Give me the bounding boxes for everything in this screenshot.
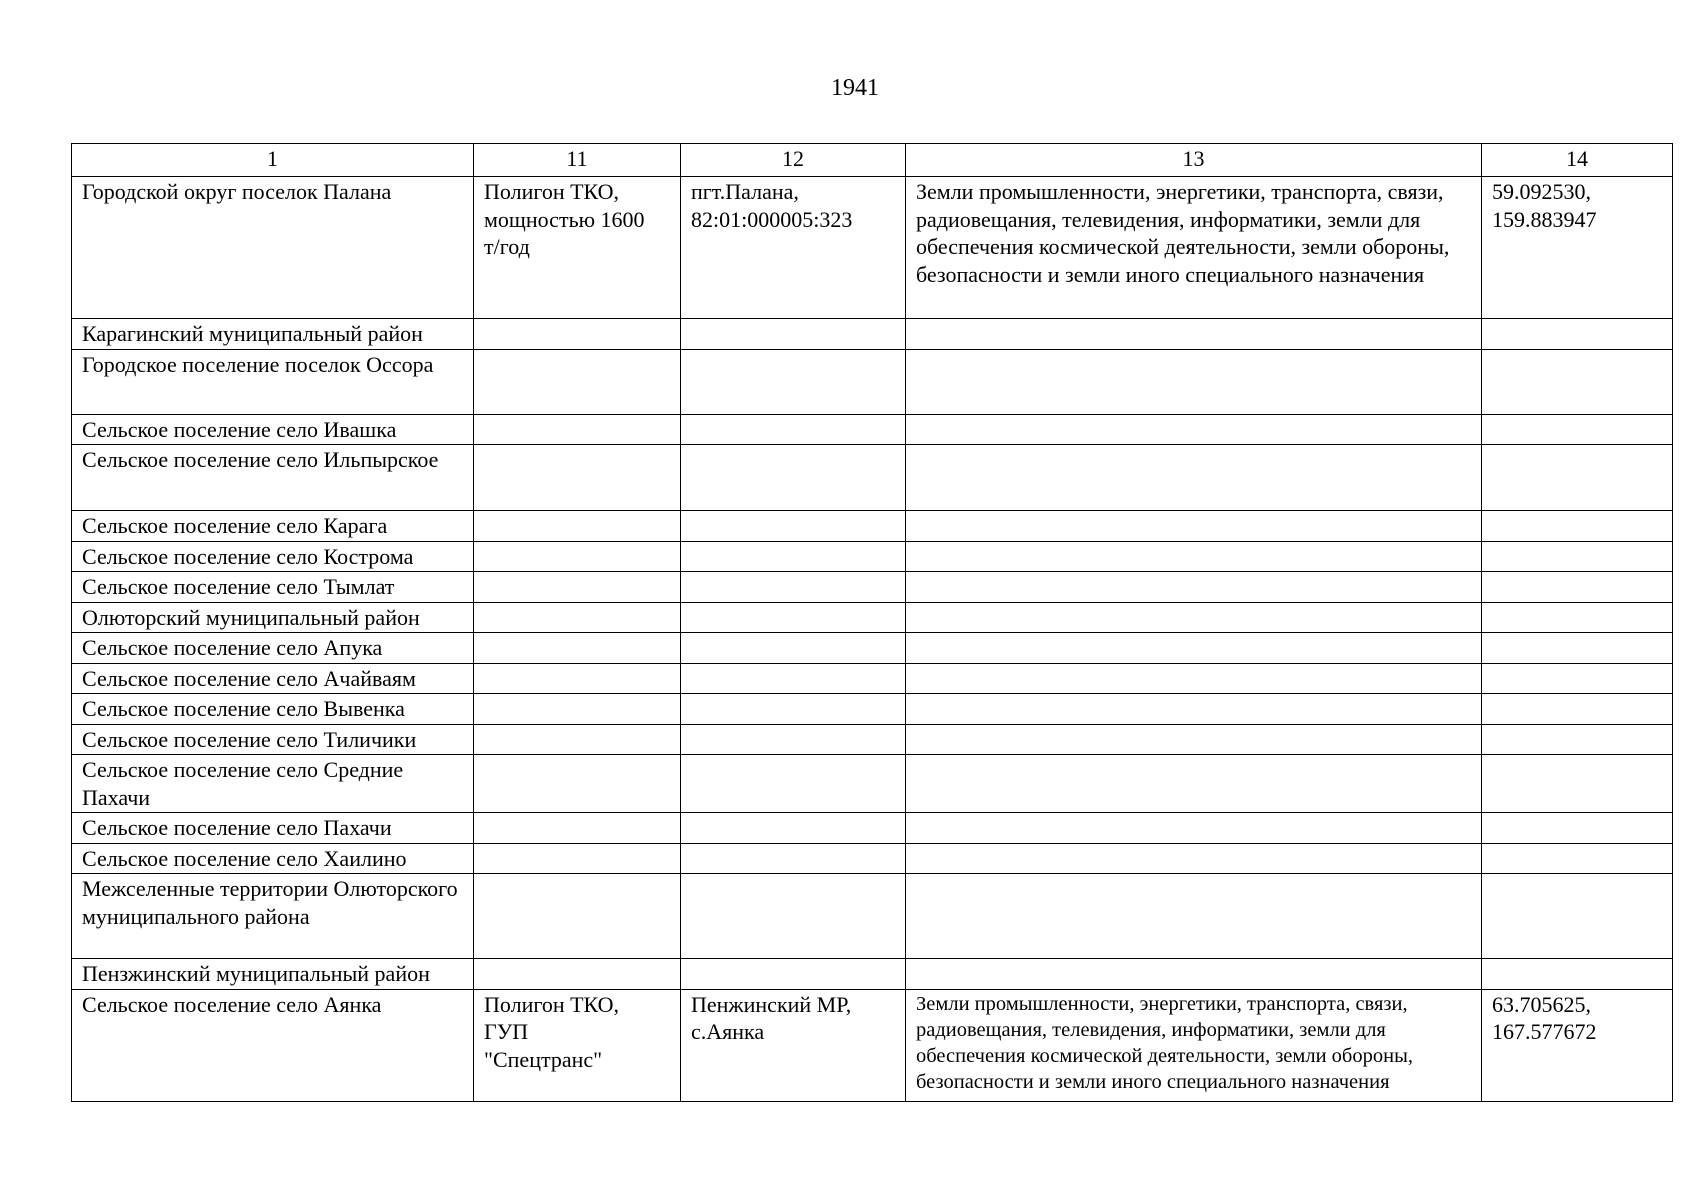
table-row	[72, 843, 1673, 874]
cell-object	[474, 445, 681, 511]
table-row	[72, 724, 1673, 755]
cell-object: Полигон ТКО, мощностью 1600 т/год	[474, 177, 681, 319]
cell-land-category: Земли промышленности, энергетики, транспорта, связи, радиовещания, телевидения, информатики, земли для обеспечения космической деятельности, земли обороны, безопасности и земли иного специального назначения	[906, 989, 1482, 1101]
cell-name: Городское поселение поселок Оссора	[72, 349, 474, 414]
cell-coordinates: 59.092530, 159.883947	[1482, 177, 1673, 319]
cell-object	[474, 572, 681, 603]
cell-name: Сельское поселение село Апука	[72, 633, 474, 664]
cell-location: пгт.Палана, 82:01:000005:323	[681, 177, 906, 319]
cell-coordinates	[1482, 414, 1673, 445]
cell-location: Пенжинский МР, с.Аянка	[681, 989, 906, 1101]
cell-object	[474, 663, 681, 694]
cell-name: Олюторский муниципальный район	[72, 602, 474, 633]
cell-location	[681, 572, 906, 603]
table-row	[72, 694, 1673, 725]
cell-land-category	[906, 663, 1482, 694]
cell-location	[681, 602, 906, 633]
cell-coordinates	[1482, 349, 1673, 414]
table-row	[72, 813, 1673, 844]
page-number: 1941	[831, 75, 879, 101]
data-table	[71, 143, 1673, 1102]
cell-location	[681, 445, 906, 511]
cell-land-category	[906, 813, 1482, 844]
cell-land-category	[906, 602, 1482, 633]
cell-location	[681, 755, 906, 813]
cell-land-category	[906, 511, 1482, 542]
table-row	[72, 319, 1673, 350]
column-header-13: 13	[906, 144, 1482, 177]
table-row	[72, 541, 1673, 572]
cell-name: Сельское поселение село Кострома	[72, 541, 474, 572]
cell-name: Сельское поселение село Тымлат	[72, 572, 474, 603]
cell-location	[681, 663, 906, 694]
table-row	[72, 663, 1673, 694]
cell-land-category	[906, 843, 1482, 874]
table-row	[72, 959, 1673, 990]
table-row	[72, 633, 1673, 664]
table-row	[72, 989, 1673, 1101]
cell-land-category	[906, 694, 1482, 725]
cell-object	[474, 349, 681, 414]
cell-land-category	[906, 959, 1482, 990]
column-header-14: 14	[1482, 144, 1673, 177]
cell-object	[474, 414, 681, 445]
cell-name: Сельское поселение село Ачайваям	[72, 663, 474, 694]
cell-object	[474, 511, 681, 542]
column-header-1: 1	[72, 144, 474, 177]
cell-location	[681, 843, 906, 874]
cell-coordinates	[1482, 633, 1673, 664]
cell-name: Сельское поселение село Аянка	[72, 989, 474, 1101]
table-row	[72, 874, 1673, 959]
cell-coordinates	[1482, 445, 1673, 511]
cell-location	[681, 541, 906, 572]
cell-location	[681, 633, 906, 664]
cell-name: Сельское поселение село Ивашка	[72, 414, 474, 445]
cell-name: Сельское поселение село Тиличики	[72, 724, 474, 755]
column-header-11: 11	[474, 144, 681, 177]
table-row	[72, 602, 1673, 633]
cell-coordinates	[1482, 541, 1673, 572]
cell-object	[474, 319, 681, 350]
table-header-row	[72, 144, 1673, 177]
cell-object: Полигон ТКО, ГУП "Спецтранс"	[474, 989, 681, 1101]
table-row	[72, 414, 1673, 445]
cell-coordinates	[1482, 874, 1673, 959]
cell-name: Пензжинский муниципальный район	[72, 959, 474, 990]
cell-land-category	[906, 414, 1482, 445]
cell-location	[681, 724, 906, 755]
cell-name: Сельское поселение село Карага	[72, 511, 474, 542]
cell-object	[474, 874, 681, 959]
cell-location	[681, 349, 906, 414]
cell-name: Межселенные территории Олюторского муниципального района	[72, 874, 474, 959]
table-row	[72, 177, 1673, 319]
cell-coordinates	[1482, 572, 1673, 603]
cell-coordinates	[1482, 319, 1673, 350]
cell-coordinates	[1482, 511, 1673, 542]
cell-object	[474, 959, 681, 990]
cell-location	[681, 694, 906, 725]
cell-land-category	[906, 445, 1482, 511]
cell-coordinates	[1482, 813, 1673, 844]
cell-name: Сельское поселение село Хаилино	[72, 843, 474, 874]
cell-object	[474, 602, 681, 633]
cell-land-category: Земли промышленности, энергетики, транспорта, связи, радиовещания, телевидения, информатики, земли для обеспечения космической деятельности, земли обороны, безопасности и земли иного специального назначения	[906, 177, 1482, 319]
cell-name: Городской округ поселок Палана	[72, 177, 474, 319]
cell-land-category	[906, 755, 1482, 813]
table-row	[72, 755, 1673, 813]
cell-object	[474, 724, 681, 755]
cell-land-category	[906, 541, 1482, 572]
cell-land-category	[906, 633, 1482, 664]
cell-land-category	[906, 724, 1482, 755]
cell-coordinates	[1482, 694, 1673, 725]
cell-name: Сельское поселение село Средние Пахачи	[72, 755, 474, 813]
cell-name: Сельское поселение село Пахачи	[72, 813, 474, 844]
cell-location	[681, 414, 906, 445]
cell-coordinates	[1482, 755, 1673, 813]
cell-coordinates	[1482, 724, 1673, 755]
cell-location	[681, 813, 906, 844]
column-header-12: 12	[681, 144, 906, 177]
cell-land-category	[906, 874, 1482, 959]
cell-land-category	[906, 319, 1482, 350]
cell-object	[474, 843, 681, 874]
cell-name: Карагинский муниципальный район	[72, 319, 474, 350]
cell-coordinates	[1482, 663, 1673, 694]
cell-object	[474, 541, 681, 572]
cell-object	[474, 755, 681, 813]
cell-object	[474, 813, 681, 844]
table-row	[72, 572, 1673, 603]
cell-name: Сельское поселение село Ильпырское	[72, 445, 474, 511]
cell-object	[474, 694, 681, 725]
cell-object	[474, 633, 681, 664]
cell-location	[681, 874, 906, 959]
cell-coordinates	[1482, 959, 1673, 990]
cell-location	[681, 959, 906, 990]
cell-coordinates	[1482, 843, 1673, 874]
table-row	[72, 511, 1673, 542]
cell-coordinates	[1482, 602, 1673, 633]
table-row	[72, 445, 1673, 511]
cell-coordinates: 63.705625, 167.577672	[1482, 989, 1673, 1101]
cell-location	[681, 319, 906, 350]
cell-land-category	[906, 572, 1482, 603]
cell-name: Сельское поселение село Вывенка	[72, 694, 474, 725]
cell-location	[681, 511, 906, 542]
table-row	[72, 349, 1673, 414]
cell-land-category	[906, 349, 1482, 414]
